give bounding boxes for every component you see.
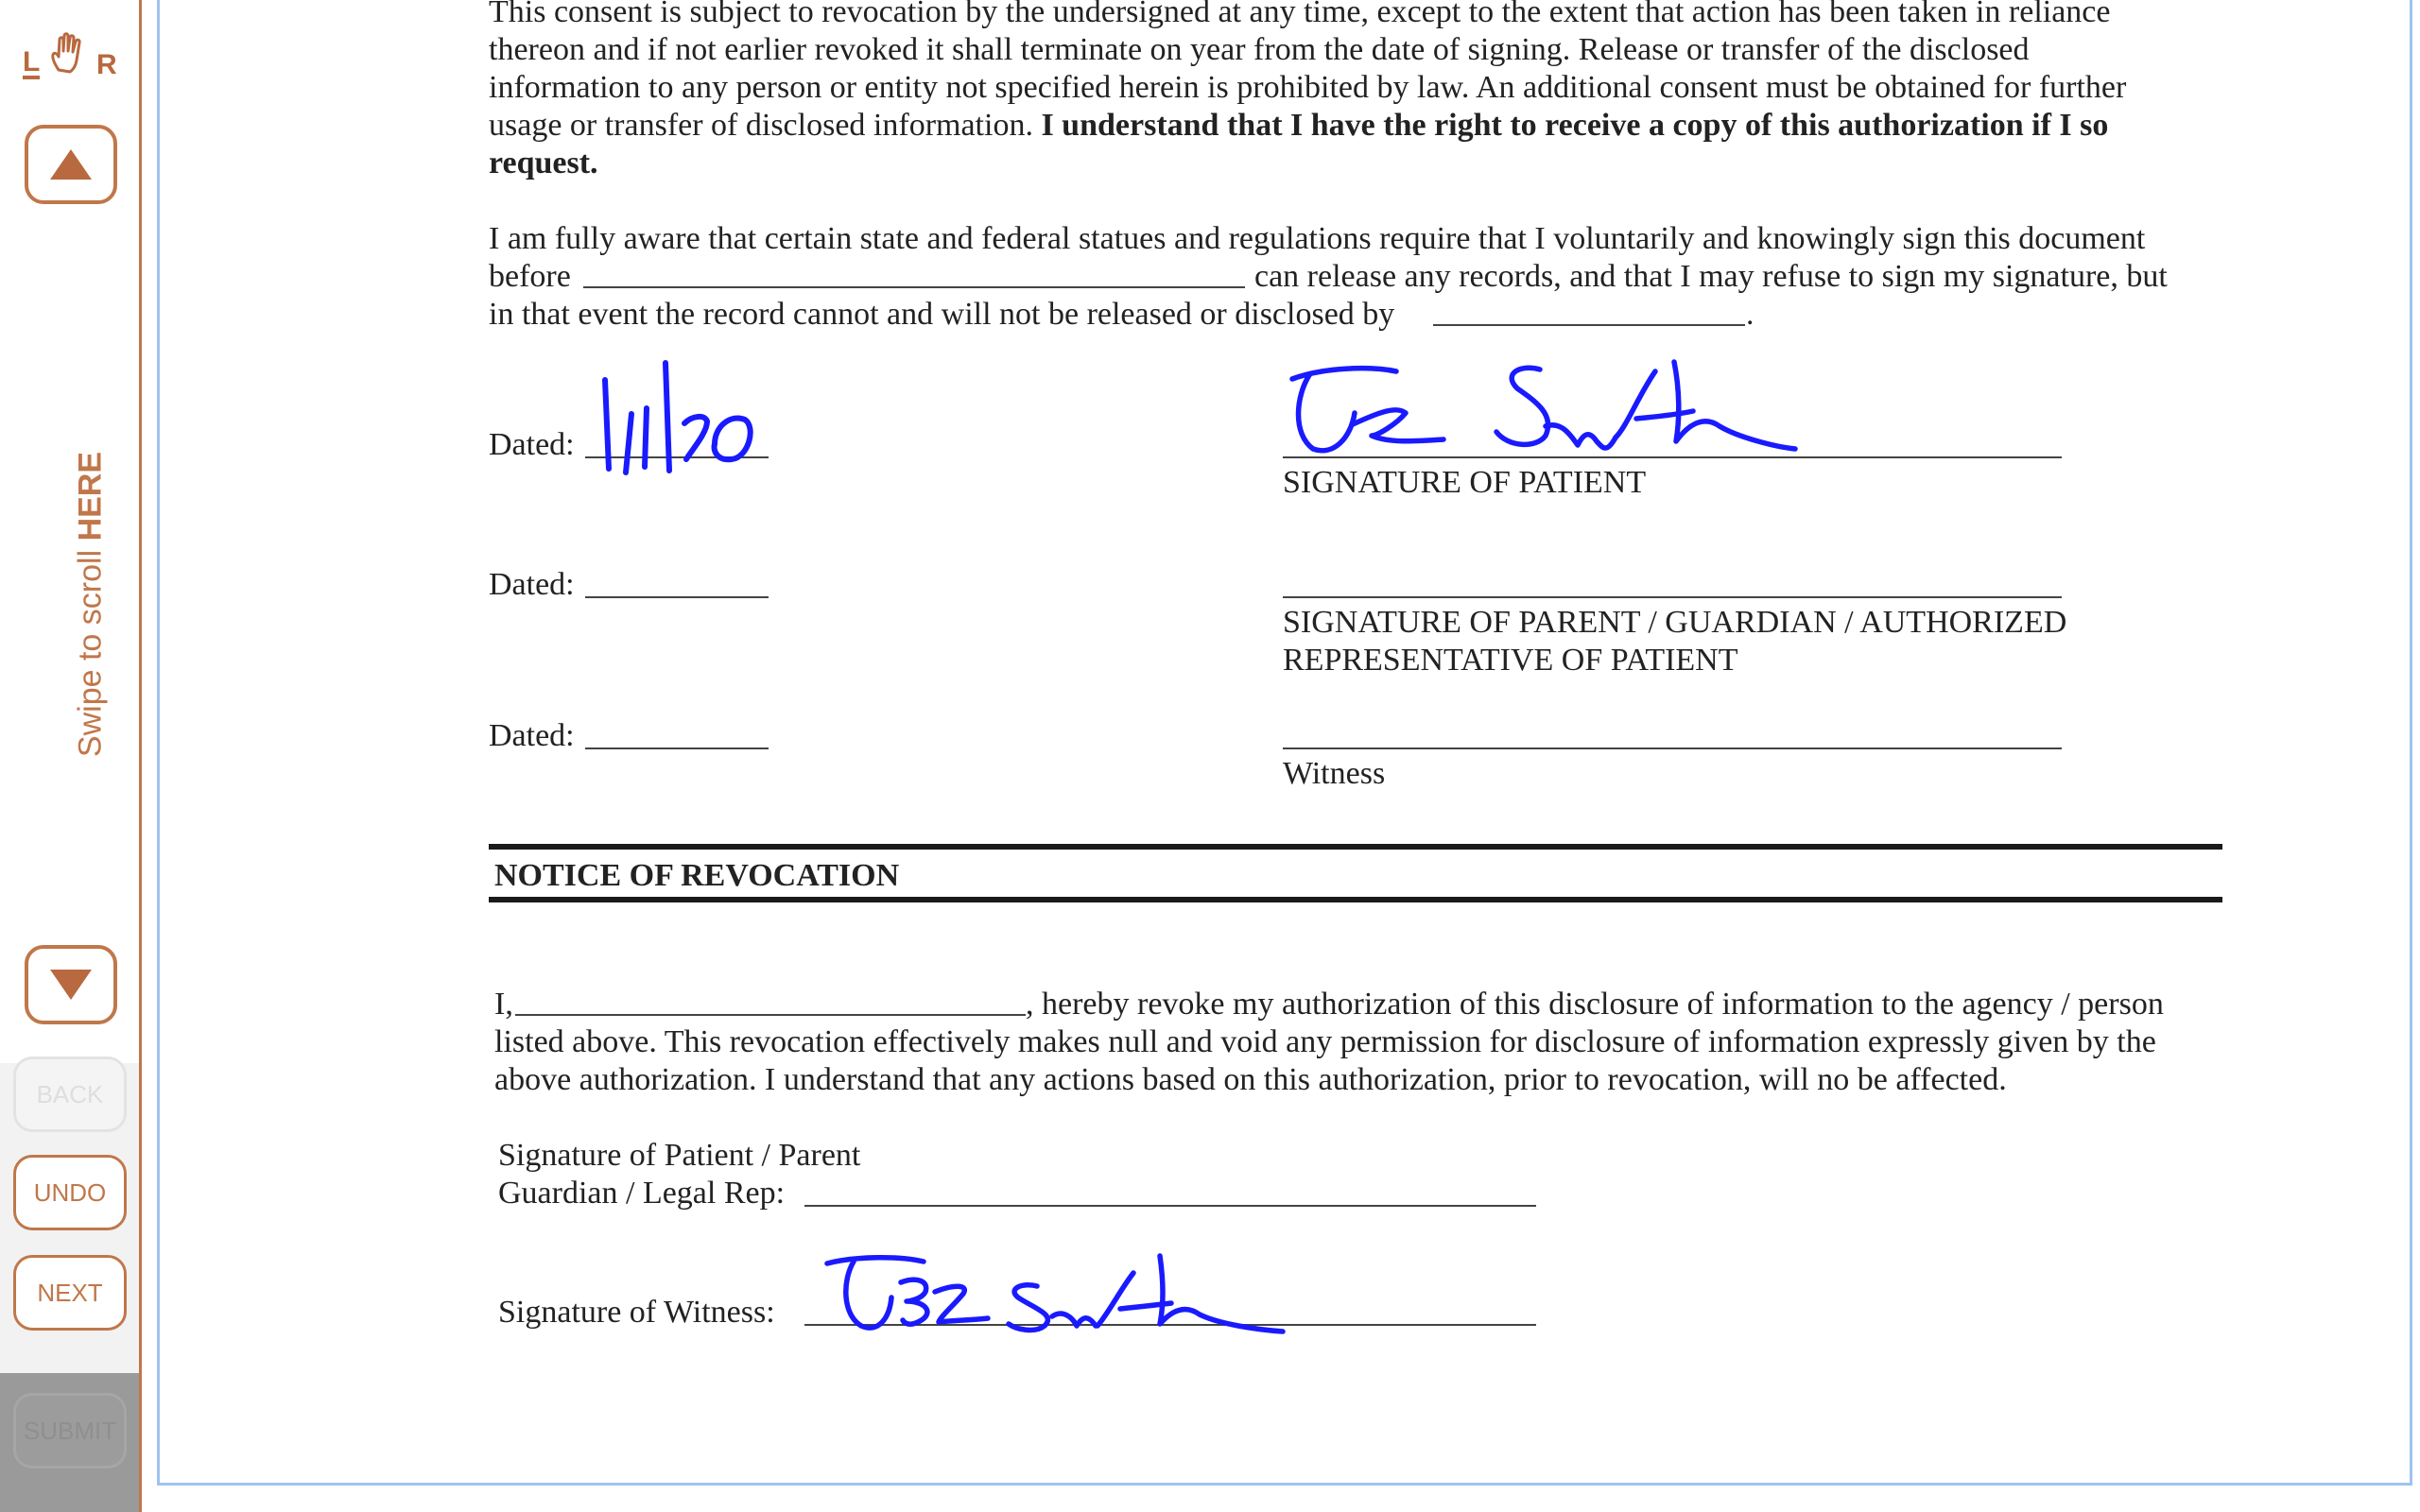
patient-signature-label: SIGNATURE OF PATIENT: [1283, 465, 1647, 500]
consent-text-line: [489, 107, 2108, 145]
blank-line[interactable]: [1433, 324, 1745, 326]
handedness-toggle[interactable]: [19, 26, 125, 93]
consent-text-normal: usage or transfer of disclosed information.: [489, 108, 1042, 143]
awareness-text-end: .: [1746, 297, 1754, 332]
hand-icon: [47, 32, 91, 76]
parent-signature-line[interactable]: [804, 1205, 1536, 1207]
blank-line[interactable]: [583, 286, 1245, 288]
consent-text-line: This consent is subject to revocation by the undersigned at any time, except to the extent that action has been taken in reliance: [489, 0, 2111, 29]
consent-text-bold: I understand that I have the right to receive a copy of this authorization if I so: [1041, 108, 2109, 143]
undo-button[interactable]: UNDO: [13, 1155, 127, 1230]
witness-signature-label: Signature of Witness:: [498, 1295, 775, 1330]
revocation-text-line: I,: [494, 987, 513, 1022]
witness-signature-line[interactable]: [1283, 747, 2062, 749]
document-page[interactable]: [157, 0, 2412, 1486]
back-button[interactable]: BACK: [13, 1057, 127, 1132]
witness-signature: [821, 1239, 1313, 1343]
awareness-text-line: before: [489, 259, 571, 294]
dated-label: Dated:: [489, 718, 575, 753]
left-hand-label[interactable]: L: [23, 46, 41, 77]
right-hand-label[interactable]: R: [96, 49, 117, 80]
section-rule-top: [489, 844, 2222, 850]
submit-button[interactable]: SUBMIT: [13, 1393, 127, 1469]
guardian-signature-label: SIGNATURE OF PARENT / GUARDIAN / AUTHORIZED: [1283, 605, 2067, 640]
swipe-hint-emphasis: HERE: [72, 451, 109, 541]
consent-text-line: information to any person or entity not specified herein is prohibited by law. An additional consent must be obtained for further: [489, 70, 2127, 105]
section-rule-bottom: [489, 897, 2222, 902]
date-field-3[interactable]: [585, 747, 769, 749]
revoker-name-field[interactable]: [515, 1014, 1026, 1016]
awareness-text-line: I am fully aware that certain state and federal statues and regulations require that I voluntarily and knowingly sign this document: [489, 221, 2146, 256]
scroll-down-button[interactable]: [25, 945, 117, 1024]
handwritten-date: [590, 357, 779, 480]
swipe-hint[interactable]: [34, 435, 119, 775]
swipe-hint-prefix: Swipe to scroll: [72, 541, 109, 758]
triangle-up-icon: [48, 146, 94, 183]
patient-signature: [1285, 343, 1814, 475]
dated-label: Dated:: [489, 427, 575, 462]
consent-text-bold: request.: [489, 146, 598, 180]
revocation-text-line: , hereby revoke my authorization of this disclosure of information to the agency / person: [1026, 987, 2164, 1022]
witness-label: Witness: [1283, 756, 1386, 791]
next-button[interactable]: NEXT: [13, 1255, 127, 1331]
dated-label: Dated:: [489, 567, 575, 602]
revocation-text-line: listed above. This revocation effectively makes null and void any permission for disclosure of information expressly given by the: [494, 1024, 2156, 1059]
revocation-text-line: above authorization. I understand that any actions based on this authorization, prior to revocation, will no be affected.: [494, 1062, 2007, 1097]
triangle-down-icon: [48, 966, 94, 1004]
scroll-up-button[interactable]: [25, 125, 117, 204]
guardian-signature-line[interactable]: [1283, 596, 2062, 598]
consent-text-line: thereon and if not earlier revoked it shall terminate on year from the date of signing. Release or transfer of the disclosed: [489, 32, 2030, 67]
date-field-2[interactable]: [585, 596, 769, 598]
awareness-text-line: in that event the record cannot and will not be released or disclosed by: [489, 297, 1395, 332]
sidebar: [0, 0, 142, 1512]
parent-signature-label: Signature of Patient / Parent: [498, 1138, 861, 1173]
swipe-hint-text: [73, 435, 110, 775]
parent-signature-label: Guardian / Legal Rep:: [498, 1176, 786, 1211]
awareness-text-line: can release any records, and that I may refuse to sign my signature, but: [1254, 259, 2168, 294]
notice-heading: NOTICE OF REVOCATION: [494, 858, 900, 893]
guardian-signature-label: REPRESENTATIVE OF PATIENT: [1283, 643, 1738, 678]
